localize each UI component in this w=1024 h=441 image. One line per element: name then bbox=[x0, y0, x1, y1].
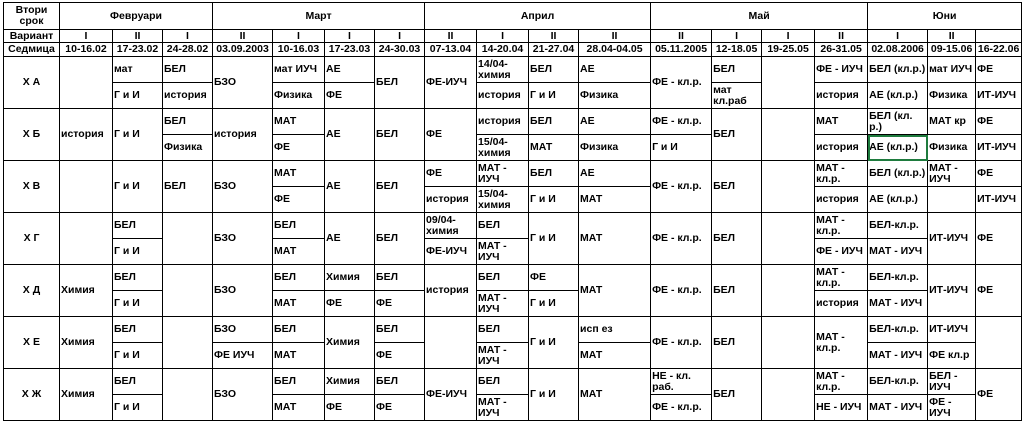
schedule-cell[interactable]: БЕЛ bbox=[712, 213, 762, 265]
variant-cell: II bbox=[425, 30, 477, 43]
schedule-cell[interactable]: АЕ bbox=[579, 57, 651, 83]
schedule-cell[interactable]: ФЕ bbox=[273, 135, 325, 161]
schedule-cell[interactable]: БЗО bbox=[213, 317, 273, 343]
schedule-cell[interactable]: БЗО bbox=[213, 369, 273, 421]
schedule-cell[interactable] bbox=[762, 265, 815, 317]
schedule-cell[interactable]: ИТ-ИУЧ bbox=[976, 135, 1022, 161]
schedule-cell[interactable]: БЕЛ bbox=[477, 265, 529, 291]
selected-cell[interactable]: АЕ (кл.р.) bbox=[868, 135, 928, 161]
variant-cell: I bbox=[712, 30, 762, 43]
schedule-cell[interactable]: БЕЛ bbox=[113, 369, 163, 395]
week-cell: 17-23.03 bbox=[325, 43, 375, 57]
schedule-cell[interactable]: ФЕ - кл.р. bbox=[651, 57, 712, 109]
schedule-cell[interactable]: Г и И bbox=[651, 135, 712, 161]
week-cell: 26-31.05 bbox=[815, 43, 868, 57]
schedule-cell[interactable]: ФЕ bbox=[976, 57, 1022, 83]
variant-cell bbox=[976, 30, 1022, 43]
schedule-cell[interactable] bbox=[928, 187, 976, 213]
week-cell: 10-16.02 bbox=[60, 43, 113, 57]
variant-cell: I bbox=[60, 30, 113, 43]
schedule-cell[interactable]: история bbox=[477, 109, 529, 135]
week-cell: 17-23.02 bbox=[113, 43, 163, 57]
schedule-cell[interactable]: Г и И bbox=[529, 187, 579, 213]
schedule-cell[interactable]: Физика bbox=[928, 135, 976, 161]
schedule-cell[interactable] bbox=[762, 213, 815, 265]
schedule-cell[interactable]: БЕЛ bbox=[113, 317, 163, 343]
schedule-cell[interactable]: Г и И bbox=[529, 291, 579, 317]
schedule-cell[interactable]: МАТ - ИУЧ bbox=[868, 291, 928, 317]
schedule-cell[interactable] bbox=[163, 213, 213, 265]
schedule-cell[interactable]: БЕЛ bbox=[163, 161, 213, 213]
schedule-cell[interactable]: АЕ (кл.р.) bbox=[868, 83, 928, 109]
schedule-cell[interactable]: МАТ - кл.р. bbox=[815, 369, 868, 395]
schedule-cell[interactable]: мат ИУЧ bbox=[273, 57, 325, 83]
schedule-cell[interactable] bbox=[163, 265, 213, 317]
week-cell: 28.04-04.05 bbox=[579, 43, 651, 57]
schedule-cell[interactable]: БЕЛ-кл.р. bbox=[868, 265, 928, 291]
variant-cell: I bbox=[477, 30, 529, 43]
schedule-cell[interactable]: ФЕ bbox=[425, 109, 477, 161]
schedule-cell[interactable]: БЗО bbox=[213, 161, 273, 213]
schedule-cell[interactable] bbox=[60, 57, 113, 109]
variant-cell: I bbox=[163, 30, 213, 43]
schedule-cell[interactable]: БЕЛ bbox=[529, 161, 579, 187]
schedule-cell[interactable]: Г и И bbox=[529, 83, 579, 109]
schedule-cell[interactable] bbox=[163, 317, 213, 369]
schedule-cell[interactable]: МАТ bbox=[579, 343, 651, 369]
class-label: Х Б bbox=[4, 109, 60, 161]
schedule-cell[interactable]: ФЕ - кл.р. bbox=[651, 317, 712, 369]
schedule-cell[interactable]: ИТ-ИУЧ bbox=[928, 213, 976, 265]
schedule-cell[interactable] bbox=[762, 317, 815, 369]
schedule-cell[interactable]: ФЕ - кл.р. bbox=[651, 161, 712, 213]
schedule-cell[interactable]: БЕЛ bbox=[712, 265, 762, 317]
schedule-cell[interactable]: МАТ bbox=[273, 291, 325, 317]
schedule-cell[interactable]: Г и И bbox=[113, 239, 163, 265]
week-cell: 07-13.04 bbox=[425, 43, 477, 57]
schedule-cell[interactable]: Химия bbox=[60, 369, 113, 421]
schedule-cell[interactable]: ФЕ - кл.р. bbox=[651, 265, 712, 317]
schedule-cell[interactable]: история bbox=[425, 187, 477, 213]
schedule-cell[interactable]: 09/04-химия bbox=[425, 213, 477, 239]
schedule-cell[interactable]: Химия bbox=[325, 317, 375, 369]
schedule-cell[interactable]: Г и И bbox=[529, 369, 579, 421]
schedule-cell[interactable]: Г и И bbox=[113, 83, 163, 109]
week-cell: 12-18.05 bbox=[712, 43, 762, 57]
schedule-cell[interactable]: ФЕ - кл.р. bbox=[651, 109, 712, 135]
schedule-cell[interactable]: МАТ bbox=[273, 161, 325, 187]
schedule-cell[interactable]: МАТ bbox=[273, 395, 325, 421]
schedule-cell[interactable]: Г и И bbox=[529, 317, 579, 369]
variant-cell: I bbox=[325, 30, 375, 43]
schedule-cell[interactable]: БЗО bbox=[213, 213, 273, 265]
schedule-cell[interactable]: БЕЛ bbox=[273, 369, 325, 395]
schedule-cell[interactable]: ФЕ bbox=[325, 83, 375, 109]
schedule-cell[interactable]: 14/04-химия bbox=[477, 57, 529, 83]
schedule-cell[interactable]: БЕЛ bbox=[273, 317, 325, 343]
schedule-cell[interactable] bbox=[60, 161, 113, 213]
schedule-cell[interactable]: АЕ bbox=[325, 161, 375, 213]
schedule-cell[interactable]: история bbox=[213, 109, 273, 161]
schedule-cell[interactable]: МАТ кр bbox=[928, 109, 976, 135]
schedule-cell[interactable]: ФЕ bbox=[976, 369, 1022, 421]
schedule-cell[interactable]: МАТ bbox=[273, 109, 325, 135]
schedule-cell[interactable]: БЕЛ bbox=[163, 109, 213, 135]
schedule-cell[interactable]: БЕЛ bbox=[113, 265, 163, 291]
month-header-february: Февруари bbox=[60, 3, 213, 30]
schedule-cell[interactable]: ФЕ - ИУЧ bbox=[815, 239, 868, 265]
schedule-cell[interactable]: Химия bbox=[325, 265, 375, 291]
schedule-cell[interactable]: МАТ bbox=[273, 343, 325, 369]
schedule-cell[interactable]: БЕЛ bbox=[529, 57, 579, 83]
schedule-cell[interactable]: БЕЛ (кл.р.) bbox=[868, 57, 928, 83]
schedule-cell[interactable] bbox=[762, 57, 815, 109]
variant-cell: II bbox=[651, 30, 712, 43]
schedule-cell[interactable]: Г и И bbox=[113, 395, 163, 421]
schedule-cell[interactable]: МАТ bbox=[579, 187, 651, 213]
schedule-cell[interactable]: БЕЛ bbox=[273, 265, 325, 291]
week-cell: 02.08.2006 bbox=[868, 43, 928, 57]
variant-cell: II bbox=[113, 30, 163, 43]
schedule-cell[interactable]: БЕЛ bbox=[712, 161, 762, 213]
week-cell: 14-20.04 bbox=[477, 43, 529, 57]
variant-cell: I bbox=[868, 30, 928, 43]
schedule-cell[interactable]: ФЕ bbox=[976, 161, 1022, 187]
class-label: Х Е bbox=[4, 317, 60, 369]
variant-cell: I bbox=[273, 30, 325, 43]
schedule-cell[interactable]: Г и И bbox=[113, 343, 163, 369]
schedule-cell[interactable]: МАТ bbox=[579, 369, 651, 421]
schedule-cell[interactable]: БЕЛ bbox=[712, 57, 762, 83]
schedule-cell[interactable]: исп ез bbox=[579, 317, 651, 343]
schedule-cell[interactable]: ИТ-ИУЧ bbox=[928, 265, 976, 317]
schedule-cell[interactable] bbox=[976, 317, 1022, 369]
schedule-cell[interactable]: МАТ - ИУЧ bbox=[868, 395, 928, 421]
schedule-cell[interactable]: ФЕ ИУЧ bbox=[213, 343, 273, 369]
schedule-cell[interactable]: БЕЛ bbox=[712, 109, 762, 161]
variant-cell: II bbox=[529, 30, 579, 43]
week-label: Седмица bbox=[4, 43, 60, 57]
schedule-cell[interactable]: МАТ - ИУЧ bbox=[477, 239, 529, 265]
class-label: Х Д bbox=[4, 265, 60, 317]
schedule-cell[interactable]: ФЕ - ИУЧ bbox=[928, 395, 976, 421]
schedule-cell[interactable]: ФЕ bbox=[273, 187, 325, 213]
schedule-cell[interactable]: БЕЛ-кл.р. bbox=[868, 213, 928, 239]
schedule-cell[interactable]: АЕ bbox=[579, 161, 651, 187]
schedule-cell[interactable]: БЕЛ bbox=[375, 317, 425, 343]
schedule-cell[interactable]: АЕ (кл.р.) bbox=[868, 187, 928, 213]
schedule-cell[interactable]: МАТ - ИУЧ bbox=[477, 343, 529, 369]
week-cell: 21-27.04 bbox=[529, 43, 579, 57]
schedule-cell[interactable]: мат bbox=[113, 57, 163, 83]
schedule-cell[interactable]: ФЕ bbox=[976, 265, 1022, 317]
schedule-cell[interactable]: ФЕ - кл.р. bbox=[651, 213, 712, 265]
schedule-cell[interactable]: БЕЛ bbox=[375, 213, 425, 265]
schedule-cell[interactable]: Химия bbox=[60, 265, 113, 317]
schedule-cell[interactable]: БЕЛ bbox=[375, 109, 425, 161]
variant-cell: II bbox=[213, 30, 273, 43]
schedule-cell[interactable]: ФЕ bbox=[325, 291, 375, 317]
schedule-cell[interactable]: история bbox=[815, 187, 868, 213]
schedule-cell[interactable]: МАТ - кл.р. bbox=[815, 265, 868, 291]
week-cell: 16-22.06 bbox=[976, 43, 1022, 57]
schedule-cell[interactable]: МАТ bbox=[273, 239, 325, 265]
schedule-cell[interactable]: история bbox=[477, 83, 529, 109]
schedule-cell[interactable]: Физика bbox=[928, 83, 976, 109]
schedule-cell[interactable]: МАТ - ИУЧ bbox=[477, 395, 529, 421]
schedule-cell[interactable] bbox=[163, 369, 213, 421]
schedule-cell[interactable]: мат ИУЧ bbox=[928, 57, 976, 83]
schedule-cell[interactable]: АЕ bbox=[325, 213, 375, 265]
schedule-cell[interactable]: ФЕ bbox=[375, 291, 425, 317]
variant-cell: II bbox=[928, 30, 976, 43]
month-header-june: Юни bbox=[868, 3, 1022, 30]
schedule-table bbox=[3, 2, 1022, 421]
schedule-cell[interactable]: МАТ bbox=[815, 109, 868, 135]
schedule-cell[interactable]: Г и И bbox=[113, 161, 163, 213]
schedule-cell[interactable]: БЕЛ bbox=[375, 369, 425, 395]
schedule-cell[interactable] bbox=[762, 369, 815, 421]
variant-cell: II bbox=[815, 30, 868, 43]
variant-cell: I bbox=[762, 30, 815, 43]
schedule-cell[interactable]: МАТ bbox=[579, 265, 651, 317]
schedule-cell[interactable] bbox=[762, 109, 815, 161]
schedule-cell[interactable]: БЕЛ bbox=[163, 57, 213, 83]
week-cell: 24-28.02 bbox=[163, 43, 213, 57]
schedule-cell[interactable]: БЕЛ bbox=[712, 317, 762, 369]
schedule-cell[interactable]: Г и И bbox=[113, 291, 163, 317]
schedule-cell[interactable]: Физика bbox=[163, 135, 213, 161]
schedule-cell[interactable]: ФЕ bbox=[976, 109, 1022, 135]
schedule-cell[interactable] bbox=[60, 213, 113, 265]
schedule-cell[interactable]: БЕЛ (кл. р.) bbox=[868, 109, 928, 135]
schedule-cell[interactable]: ФЕ-ИУЧ bbox=[425, 369, 477, 421]
schedule-cell[interactable]: БЗО bbox=[213, 265, 273, 317]
schedule-cell[interactable]: Г и И bbox=[113, 109, 163, 161]
schedule-cell[interactable]: история bbox=[815, 83, 868, 109]
schedule-cell[interactable]: МАТ bbox=[529, 135, 579, 161]
schedule-cell[interactable]: МАТ - ИУЧ bbox=[928, 161, 976, 187]
schedule-cell[interactable]: Физика bbox=[273, 83, 325, 109]
class-label: Х А bbox=[4, 57, 60, 109]
schedule-cell[interactable]: МАТ bbox=[579, 213, 651, 265]
month-header-march: Март bbox=[213, 3, 425, 30]
schedule-cell[interactable]: Физика bbox=[579, 135, 651, 161]
schedule-cell[interactable]: БЗО bbox=[213, 57, 273, 109]
class-label: Х Г bbox=[4, 213, 60, 265]
schedule-cell[interactable]: МАТ - ИУЧ bbox=[477, 161, 529, 187]
schedule-cell[interactable]: БЕЛ bbox=[273, 213, 325, 239]
schedule-cell[interactable] bbox=[425, 317, 477, 369]
schedule-cell[interactable]: ФЕ - ИУЧ bbox=[815, 57, 868, 83]
week-cell: 09-15.06 bbox=[928, 43, 976, 57]
week-cell: 05.11.2005 bbox=[651, 43, 712, 57]
schedule-cell[interactable]: БЕЛ bbox=[529, 109, 579, 135]
schedule-cell[interactable]: АЕ bbox=[579, 109, 651, 135]
schedule-cell[interactable]: ИТ-ИУЧ bbox=[976, 83, 1022, 109]
class-label: Х В bbox=[4, 161, 60, 213]
week-cell: 24-30.03 bbox=[375, 43, 425, 57]
schedule-cell[interactable]: МАТ - кл.р. bbox=[815, 317, 868, 369]
variant-cell: I bbox=[375, 30, 425, 43]
schedule-cell[interactable]: БЕЛ bbox=[477, 317, 529, 343]
schedule-cell[interactable]: АЕ bbox=[325, 109, 375, 161]
schedule-cell[interactable]: ИТ-ИУЧ bbox=[976, 187, 1022, 213]
schedule-cell[interactable]: история bbox=[60, 109, 113, 161]
schedule-cell[interactable]: история bbox=[163, 83, 213, 109]
schedule-cell[interactable]: мат кл.раб bbox=[712, 83, 762, 109]
schedule-cell[interactable]: история bbox=[425, 265, 477, 317]
schedule-cell[interactable]: 15/04-химия bbox=[477, 135, 529, 161]
schedule-cell[interactable]: МАТ - ИУЧ bbox=[868, 239, 928, 265]
schedule-cell[interactable]: МАТ - кл.р. bbox=[815, 213, 868, 239]
schedule-cell[interactable]: БЕЛ bbox=[477, 213, 529, 239]
schedule-cell[interactable]: Химия bbox=[60, 317, 113, 369]
schedule-cell[interactable]: БЕЛ (кл.р.) bbox=[868, 161, 928, 187]
schedule-cell[interactable]: ФЕ-ИУЧ bbox=[425, 57, 477, 109]
schedule-cell[interactable]: БЕЛ bbox=[113, 213, 163, 239]
corner-cell: Втори срок bbox=[4, 3, 60, 30]
variant-label: Вариант bbox=[4, 30, 60, 43]
schedule-cell[interactable]: БЕЛ bbox=[712, 369, 762, 421]
week-cell: 10-16.03 bbox=[273, 43, 325, 57]
schedule-cell[interactable]: ФЕ bbox=[976, 213, 1022, 265]
schedule-cell[interactable] bbox=[762, 161, 815, 213]
schedule-cell[interactable]: 15/04-химия bbox=[477, 187, 529, 213]
schedule-cell[interactable]: Физика bbox=[579, 83, 651, 109]
schedule-cell[interactable]: БЕЛ - ИУЧ bbox=[928, 369, 976, 395]
schedule-cell[interactable]: ФЕ bbox=[375, 343, 425, 369]
schedule-cell[interactable]: история bbox=[815, 135, 868, 161]
schedule-cell[interactable]: МАТ - ИУЧ bbox=[868, 343, 928, 369]
schedule-cell[interactable]: НЕ - ИУЧ bbox=[815, 395, 868, 421]
schedule-cell[interactable]: ИТ-ИУЧ bbox=[928, 317, 976, 343]
schedule-cell[interactable]: АЕ bbox=[325, 57, 375, 83]
schedule-cell[interactable]: Г и И bbox=[529, 213, 579, 265]
schedule-cell[interactable]: ФЕ bbox=[425, 161, 477, 187]
schedule-cell[interactable]: ФЕ-ИУЧ bbox=[425, 239, 477, 265]
schedule-cell[interactable]: БЕЛ bbox=[375, 57, 425, 109]
month-header-may: Май bbox=[651, 3, 868, 30]
schedule-cell[interactable]: ФЕ - кл.р. bbox=[651, 395, 712, 421]
schedule-cell[interactable]: БЕЛ-кл.р. bbox=[868, 317, 928, 343]
week-cell: 03.09.2003 bbox=[213, 43, 273, 57]
schedule-cell[interactable]: БЕЛ bbox=[477, 369, 529, 395]
schedule-cell[interactable]: ФЕ кл.р bbox=[928, 343, 976, 369]
schedule-cell[interactable]: БЕЛ bbox=[375, 161, 425, 213]
schedule-cell[interactable]: ФЕ bbox=[325, 395, 375, 421]
schedule-cell[interactable]: МАТ - ИУЧ bbox=[477, 291, 529, 317]
week-cell: 19-25.05 bbox=[762, 43, 815, 57]
schedule-cell[interactable]: история bbox=[815, 291, 868, 317]
variant-cell: II bbox=[579, 30, 651, 43]
month-header-april: Април bbox=[425, 3, 651, 30]
class-label: Х Ж bbox=[4, 369, 60, 421]
schedule-cell[interactable]: ФЕ bbox=[375, 395, 425, 421]
schedule-cell[interactable]: НЕ - кл. раб. bbox=[651, 369, 712, 395]
schedule-cell[interactable]: МАТ - кл.р. bbox=[815, 161, 868, 187]
schedule-cell[interactable]: БЕЛ bbox=[375, 265, 425, 291]
schedule-cell[interactable]: БЕЛ-кл.р. bbox=[868, 369, 928, 395]
schedule-cell[interactable]: ФЕ bbox=[529, 265, 579, 291]
schedule-cell[interactable]: Химия bbox=[325, 369, 375, 395]
